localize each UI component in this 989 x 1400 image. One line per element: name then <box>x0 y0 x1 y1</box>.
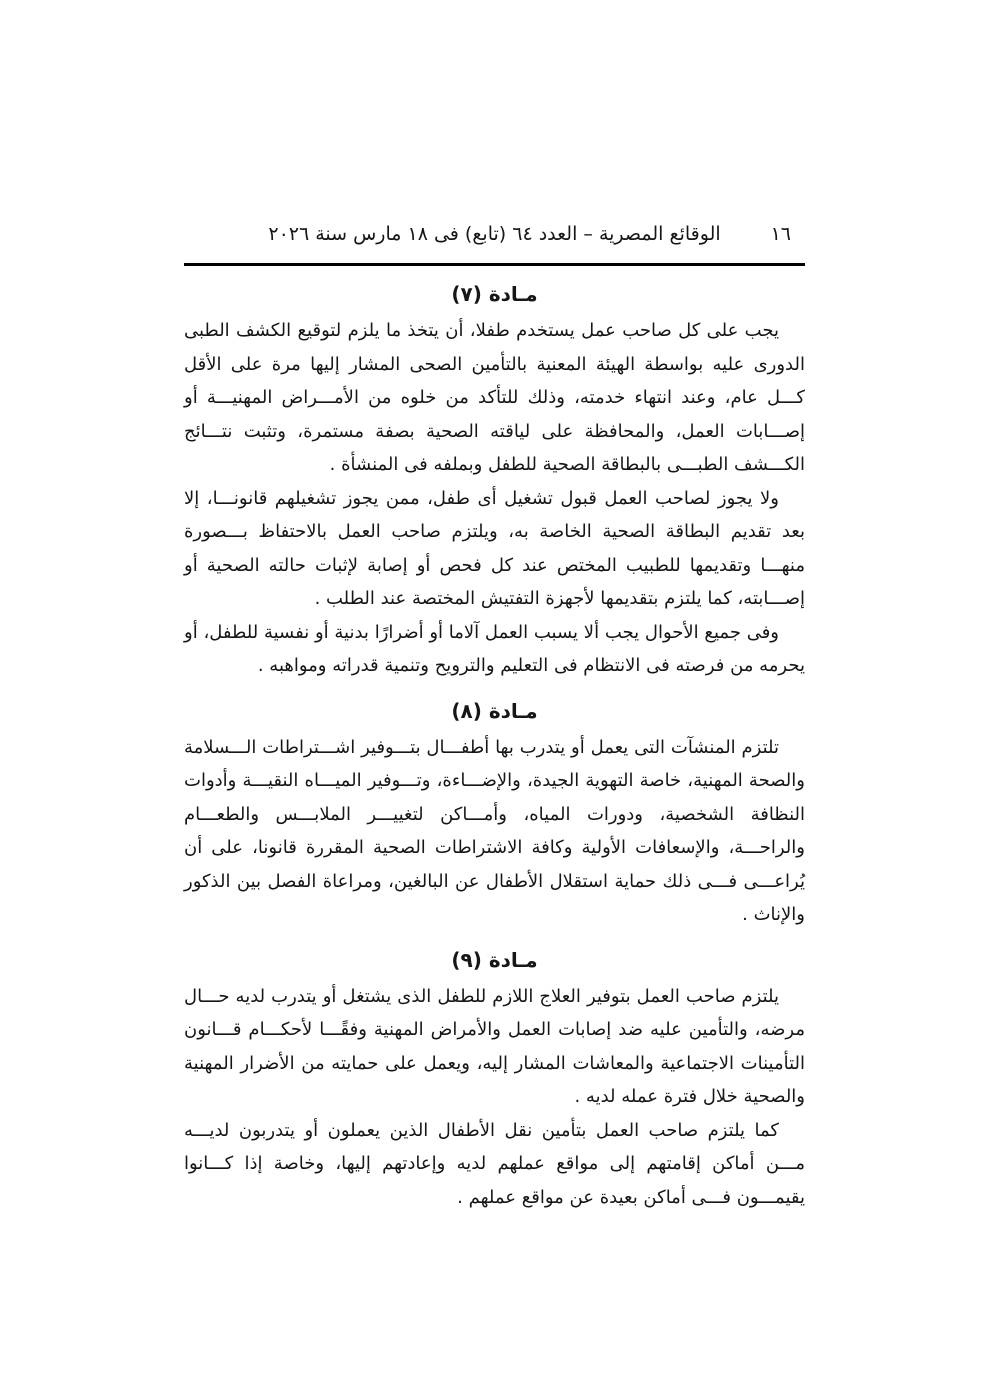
article-7-paragraph-2: ولا يجوز لصاحب العمل قبول تشغيل أى طفل، ممن يجوز تشغيلهم قانونـــا، إلا بعد تقديم البطاقة الصحية الخاصة به، ويلتزم صاحب العمل بالاحتفاظ بـــصورة منهـــا وتقديمها للطبيب المختص عند كل فحص أو إصابة لإثبات حالته الصحية أو إصـــابته، كما يلتزم بتقديمها لأجهزة التفتيش المختصة عند الطلب . <box>184 487 805 609</box>
page-number: ١٦ <box>770 223 791 245</box>
article-7 <box>184 281 805 683</box>
text-column <box>184 219 805 1214</box>
article-8-heading: مـادة (٨) <box>451 698 538 723</box>
gazette-header-title: الوقائع المصرية – العدد ٦٤ (تابع) فى ١٨ مارس سنة ٢٠٢٦ <box>268 223 721 245</box>
article-9-paragraph-1: يلتزم صاحب العمل بتوفير العلاج اللازم للطفل الذى يشتغل أو يتدرب لديه حـــال مرضه، والتأمين عليه ضد إصابات العمل والأمراض المهنية وفقًـــا لأحكـــام قـــانون التأمينات الاجتماعية والمعاشات المشار إليه، ويعمل على حمايته من الأضرار المهنية والصحية خلال فترة عمله لديه . <box>184 985 805 1107</box>
header-divider-rule <box>184 263 805 266</box>
article-7-paragraph-3: وفى جميع الأحوال يجب ألا يسبب العمل آلاما أو أضرارًا بدنية أو نفسية للطفل، أو يحرمه من فرصته فى الانتظام فى التعليم والترويح وتنمية قدراته ومواهبه . <box>184 621 805 676</box>
article-9 <box>184 947 805 1215</box>
article-8-paragraph-1: تلتزم المنشآت التى يعمل أو يتدرب بها أطفـــال بتـــوفير اشـــتراطات الـــسلامة والصحة المهنية، خاصة التهوية الجيدة، والإضـــاءة، وتـــوفير الميـــاه النقيـــة وأدوات النظافة الشخصية، ودورات المياه، وأمـــاكن لتغييـــر الملابـــس والطعـــام والراحـــة، والإسعافات الأولية وكافة الاشتراطات الصحية المقررة قانونا، على أن يُراعـــى فـــى ذلك حماية استقلال الأطفال عن البالغين، ومراعاة الفصل بين الذكور والإناث . <box>184 736 805 925</box>
article-8 <box>184 698 805 932</box>
article-7-paragraph-1: يجب على كل صاحب عمل يستخدم طفلا، أن يتخذ ما يلزم لتوقيع الكشف الطبى الدورى عليه بواسطة الهيئة المعنية بالتأمين الصحى المشار إليها مرة على الأقل كـــل عام، وعند انتهاء خدمته، وذلك للتأكد من خلوه من الأمـــراض المهنيـــة أو إصـــابات العمل، والمحافظة على لياقته الصحية بصفة مستمرة، وتثبت نتـــائج الكـــشف الطبـــى بالبطاقة الصحية للطفل وبملفه فى المنشأة . <box>184 320 805 475</box>
article-9-heading: مـادة (٩) <box>451 947 538 972</box>
page-header <box>184 219 805 257</box>
article-7-heading: مـادة (٧) <box>451 282 538 306</box>
article-9-paragraph-2: كما يلتزم صاحب العمل بتأمين نقل الأطفال الذين يعملون أو يتدربون لديـــه مـــن أماكن إقامتهم إلى مواقع عملهم لديه وإعادتهم إليها، وخاصة إذا كـــانوا يقيمـــون فـــى أماكن بعيدة عن مواقع عملهم . <box>184 1119 805 1208</box>
